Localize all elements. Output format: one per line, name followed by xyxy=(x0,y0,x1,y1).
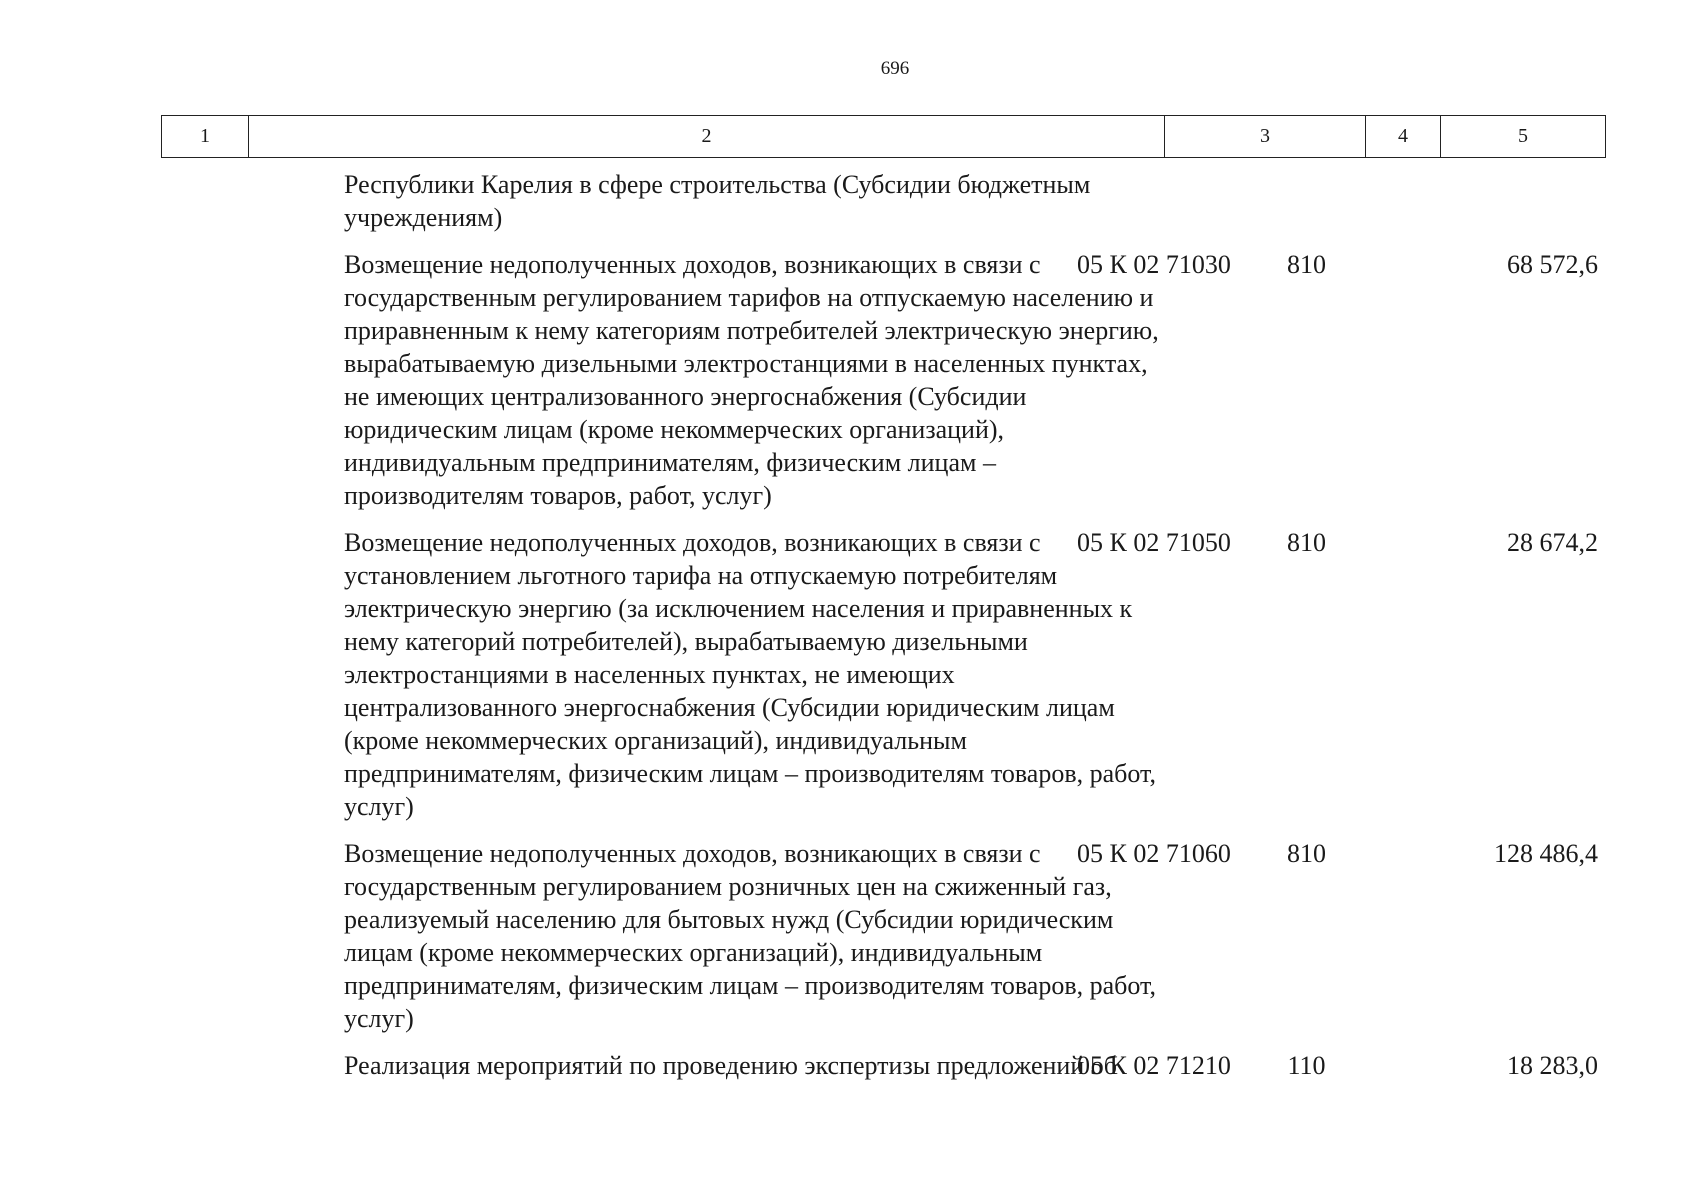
row-code xyxy=(1068,168,1269,234)
column-header-5: 5 xyxy=(1518,125,1528,147)
column-header-2: 2 xyxy=(249,116,1165,157)
table-row xyxy=(161,168,1606,234)
row-amount: 128 486,4 xyxy=(1494,839,1598,868)
row-type: 810 xyxy=(1287,839,1326,868)
row-type: 810 xyxy=(1287,528,1326,557)
row-code: 05 К 02 71030 xyxy=(1077,250,1231,279)
table-body xyxy=(161,168,1606,1096)
row-amount: 18 283,0 xyxy=(1507,1051,1598,1080)
row-amount xyxy=(1344,168,1606,234)
row-description: Возмещение недополученных доходов, возникающих в связи с государственным регулированием тарифов на отпускаемую населению и приравненным к нему категориям потребителей электрическую энергию, вырабатываемую дизельными электростанциями в населенных пунктах, не имеющих централизованного энергоснабжения (Субсидии юридическим лицам (кроме некоммерческих организаций), индивидуальным предпринимателям, физическим лицам – производителям товаров, работ, услуг) xyxy=(344,250,1159,510)
row-code: 05 К 02 71050 xyxy=(1077,528,1231,557)
row-code: 05 К 02 71060 xyxy=(1077,839,1231,868)
column-header-3: 3 xyxy=(1165,116,1366,157)
row-type: 810 xyxy=(1287,250,1326,279)
row-amount: 28 674,2 xyxy=(1507,528,1598,557)
row-description: Возмещение недополученных доходов, возникающих в связи с установлением льготного тарифа на отпускаемую потребителям электрическую энергию (за исключением населения и приравненных к нему категорий потребителей), вырабатываемую дизельными электростанциями в населенных пунктах, не имеющих централизованного энергоснабжения (Субсидии юридическим лицам (кроме некоммерческих организаций), индивидуальным предпринимателям, физическим лицам – производителям товаров, работ, услуг) xyxy=(344,528,1156,821)
column-header-1: 1 xyxy=(162,116,249,157)
row-type: 110 xyxy=(1287,1051,1326,1080)
row-type xyxy=(1269,168,1344,234)
row-description: Возмещение недополученных доходов, возникающих в связи с государственным регулированием розничных цен на сжиженный газ, реализуемый населению для бытовых нужд (Субсидии юридическим лицам (кроме некоммерческих организаций), индивидуальным предпринимателям, физическим лицам – производителям товаров, работ, услуг) xyxy=(344,839,1156,1033)
row-description: Республики Карелия в сфере строительства (Субсидии бюджетным учреждениям) xyxy=(344,170,1091,232)
table-row xyxy=(161,1049,1606,1082)
row-description: Реализация мероприятий по проведению экспертизы предложений об xyxy=(344,1051,1117,1080)
table-row xyxy=(161,248,1606,512)
row-amount: 68 572,6 xyxy=(1507,250,1598,279)
table-row xyxy=(161,526,1606,823)
page-number: 696 xyxy=(880,58,910,79)
table-header xyxy=(161,115,1606,158)
description-cell xyxy=(152,1049,1117,1082)
column-header-4: 4 xyxy=(1366,116,1441,157)
row-code: 05 К 02 71210 xyxy=(1077,1051,1231,1080)
table-row xyxy=(161,837,1606,1035)
description-cell xyxy=(152,168,1091,234)
